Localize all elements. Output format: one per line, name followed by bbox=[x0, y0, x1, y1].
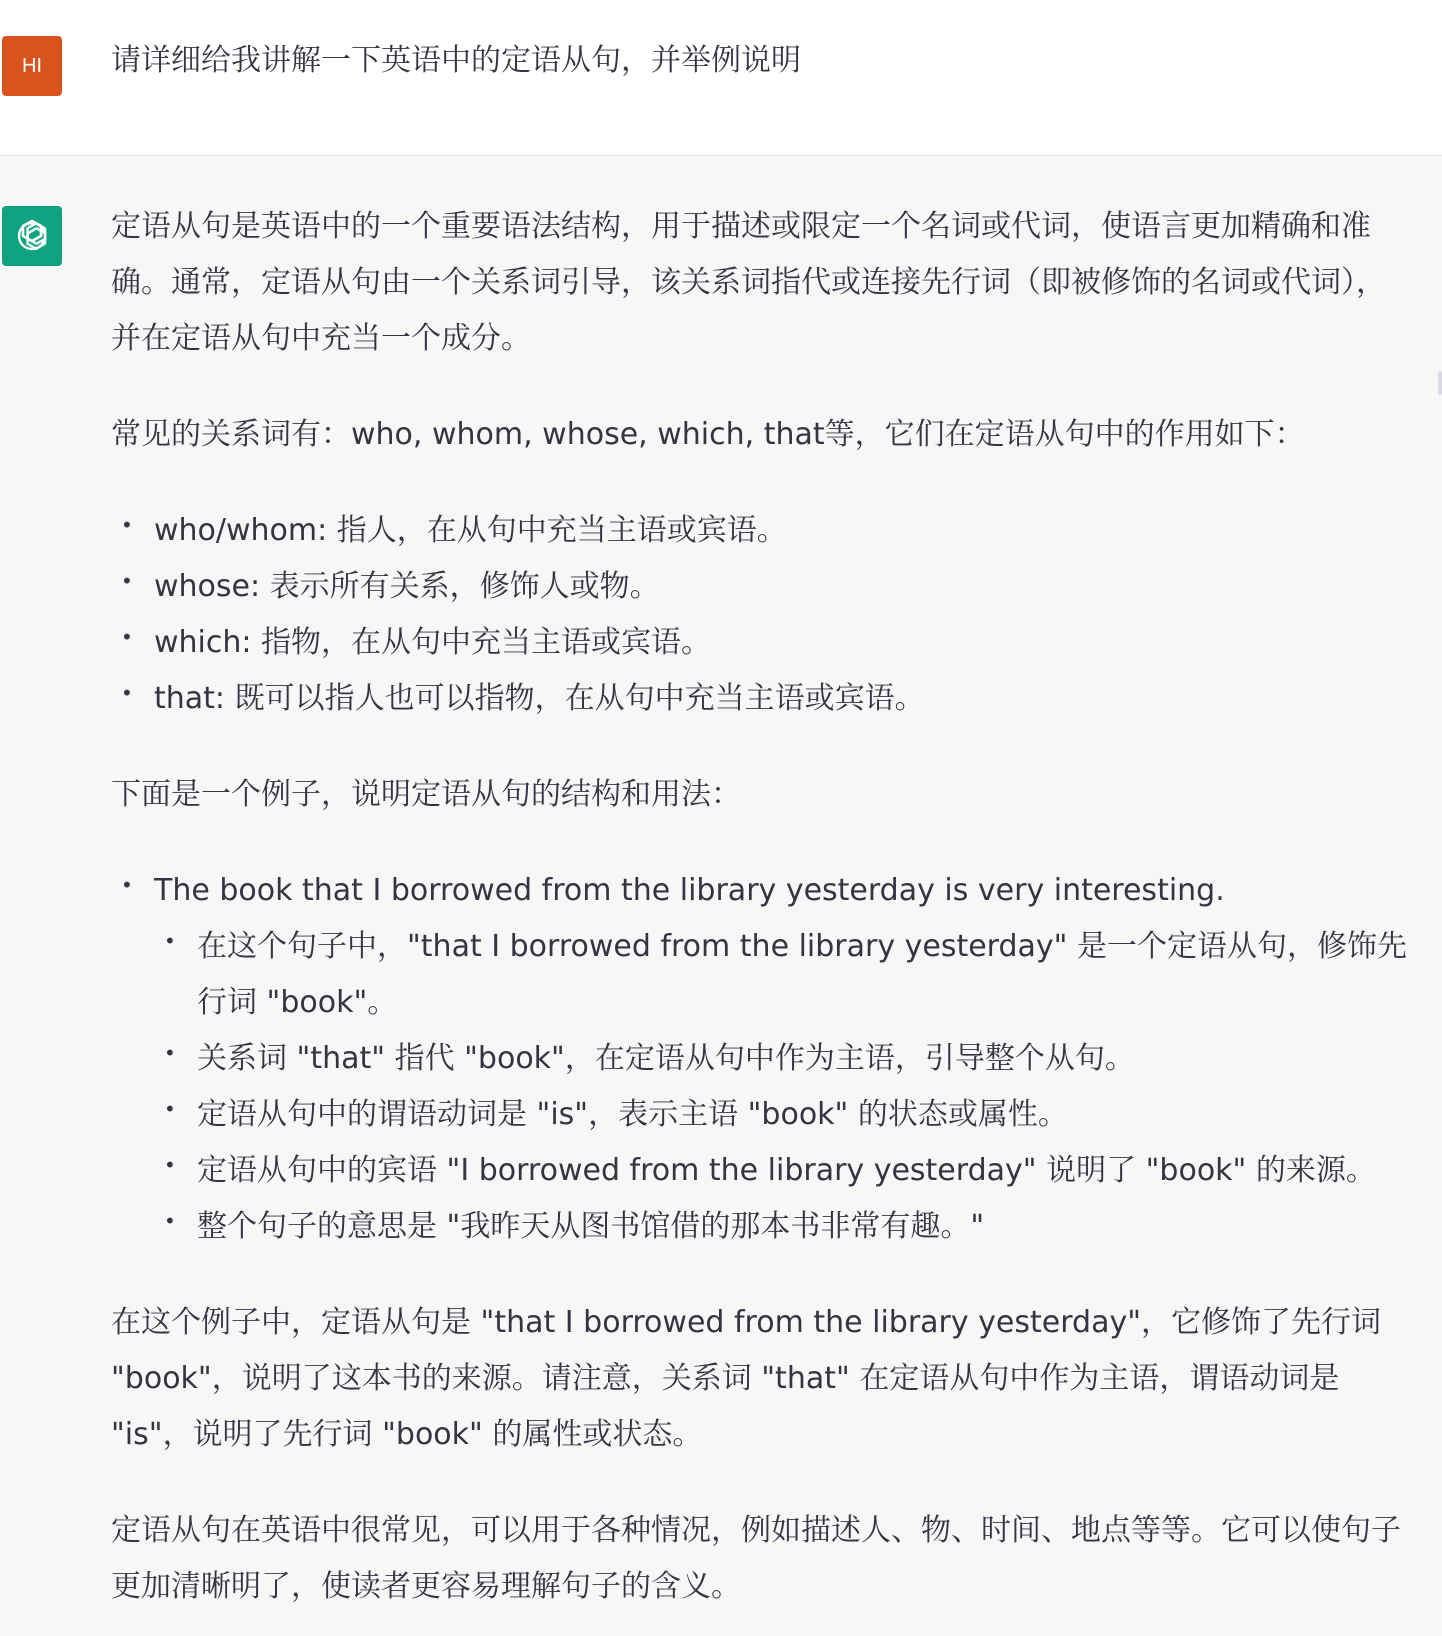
example-points-list bbox=[154, 919, 1411, 1255]
list-item: • 关系词 "that" 指代 "book"，在定语从句中作为主语，引导整个从句。 bbox=[154, 1031, 1411, 1087]
openai-logo-icon bbox=[2, 206, 62, 266]
assistant-response bbox=[111, 199, 1411, 1636]
list-item: • which: 指物，在从句中充当主语或宾语。 bbox=[111, 615, 1411, 671]
conclusion-paragraph: 定语从句在英语中很常见，可以用于各种情况，例如描述人、物、时间、地点等等。它可以使句子更加清晰明了，使读者更容易理解句子的含义。 bbox=[111, 1513, 1401, 1604]
list-item: • whose: 表示所有关系，修饰人或物。 bbox=[111, 559, 1411, 615]
list-item: • 定语从句中的谓语动词是 "is"，表示主语 "book" 的状态或属性。 bbox=[154, 1087, 1411, 1143]
list-item: • 在这个句子中，"that I borrowed from the library yesterday" 是一个定语从句，修饰先行词 "book"。 bbox=[154, 919, 1411, 1031]
example-sentence: The book that I borrowed from the library yesterday is very interesting. bbox=[154, 873, 1225, 908]
explanation-paragraph: 在这个例子中，定语从句是 "that I borrowed from the library yesterday"，它修饰了先行词 "book"，说明了这本书的来源。请注意，关系词 "that" 在定语从句中作为主语，谓语动词是 "is"，说明了先行词 "book" 的属性或状态。 bbox=[111, 1305, 1382, 1452]
list-item: • 定语从句中的宾语 "I borrowed from the library yesterday" 说明了 "book" 的来源。 bbox=[154, 1143, 1411, 1199]
example-intro: 下面是一个例子，说明定语从句的结构和用法： bbox=[111, 777, 741, 812]
list-item: • 整个句子的意思是 "我昨天从图书馆借的那本书非常有趣。" bbox=[154, 1199, 1411, 1255]
openai-logo-svg bbox=[11, 215, 53, 257]
pronouns-intro: 常见的关系词有：who, whom, whose, which, that等，它们在定语从句中的作用如下： bbox=[111, 417, 1305, 452]
intro-paragraph: 定语从句是英语中的一个重要语法结构，用于描述或限定一个名词或代词，使语言更加精确和准确。通常，定语从句由一个关系词引导，该关系词指代或连接先行词（即被修饰的名词或代词），并在定语从句中充当一个成分。 bbox=[111, 209, 1386, 356]
example-list bbox=[111, 863, 1411, 1255]
user-message bbox=[0, 0, 1442, 156]
example-sentence-item bbox=[111, 863, 1411, 1255]
list-item: • who/whom: 指人，在从句中充当主语或宾语。 bbox=[111, 503, 1411, 559]
assistant-message bbox=[0, 156, 1442, 1636]
user-message-text: 请详细给我讲解一下英语中的定语从句，并举例说明 bbox=[111, 43, 801, 78]
relative-pronoun-list bbox=[111, 503, 1411, 727]
scrollbar-edge[interactable] bbox=[1438, 371, 1442, 395]
list-item: • that: 既可以指人也可以指物，在从句中充当主语或宾语。 bbox=[111, 671, 1411, 727]
user-avatar: HI bbox=[2, 36, 62, 96]
